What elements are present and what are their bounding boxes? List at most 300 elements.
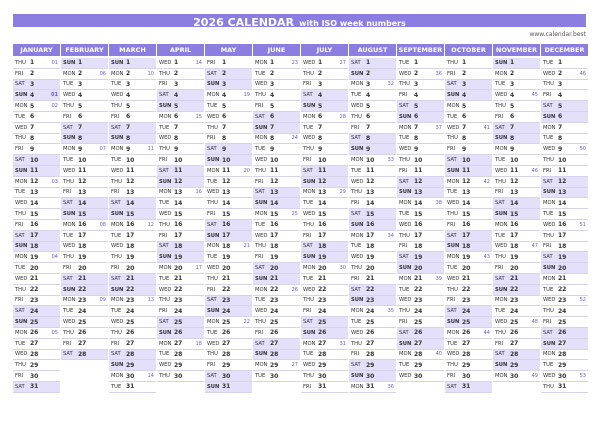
day-number: 3	[462, 80, 467, 88]
day-cell	[301, 274, 348, 285]
day-cell	[61, 231, 108, 242]
day-cell	[157, 274, 204, 285]
day-number: 7	[366, 124, 371, 132]
day-cell	[541, 112, 588, 123]
day-cell	[109, 112, 156, 123]
day-cell	[13, 80, 60, 91]
day-cell	[445, 382, 492, 393]
day-number: 27	[318, 340, 327, 348]
day-number: 3	[270, 80, 275, 88]
day-number: 10	[414, 156, 423, 164]
day-number: 3	[174, 80, 179, 88]
weekday-label: THU	[447, 135, 458, 142]
day-number: 23	[270, 296, 279, 304]
day-number: 22	[558, 286, 567, 294]
weekday-label: SAT	[543, 254, 553, 261]
day-number: 5	[510, 102, 515, 110]
weekday-label: SAT	[255, 113, 265, 120]
weekday-label: TUE	[111, 232, 122, 239]
weekday-label: FRI	[447, 146, 456, 153]
day-cell	[445, 220, 492, 231]
day-cell	[301, 112, 348, 123]
day-cell	[541, 274, 588, 285]
weekday-label: SUN	[399, 113, 412, 120]
day-cell	[301, 144, 348, 155]
day-cell	[109, 371, 156, 382]
day-cell	[13, 155, 60, 166]
weekday-label: WED	[399, 221, 412, 228]
day-number: 14	[462, 199, 471, 207]
day-number: 19	[270, 253, 279, 261]
day-cell	[13, 263, 60, 274]
day-number: 8	[366, 134, 371, 142]
weekday-label: TUE	[111, 81, 122, 88]
day-cell	[205, 263, 252, 274]
week-number: 46	[579, 70, 586, 77]
day-number: 24	[318, 307, 327, 315]
weekday-label: TUE	[303, 351, 314, 358]
weekday-label: MON	[255, 135, 268, 142]
day-number: 16	[414, 221, 423, 229]
day-number: 26	[174, 329, 183, 337]
day-cell	[541, 220, 588, 231]
day-cell	[445, 69, 492, 80]
month-column-november	[493, 44, 540, 406]
day-cell	[397, 177, 444, 188]
weekday-label: WED	[207, 265, 220, 272]
day-cell	[205, 90, 252, 101]
day-cell	[157, 209, 204, 220]
day-cell	[13, 134, 60, 145]
day-number: 1	[30, 59, 35, 67]
day-number: 13	[366, 188, 375, 196]
day-number: 20	[414, 264, 423, 272]
day-cell	[541, 350, 588, 361]
day-number: 10	[510, 156, 519, 164]
weekday-label: THU	[303, 373, 314, 379]
day-cell	[493, 350, 540, 361]
day-number: 7	[30, 124, 35, 132]
weekday-label: TUE	[399, 135, 410, 142]
week-number: 42	[483, 178, 490, 185]
weekday-label: FRI	[447, 70, 456, 77]
weekday-label: SAT	[255, 340, 265, 347]
day-cell	[13, 220, 60, 231]
weekday-label: FRI	[399, 319, 408, 326]
day-number: 7	[222, 124, 227, 132]
day-number: 2	[270, 70, 275, 78]
day-cell	[541, 328, 588, 339]
day-number: 12	[270, 178, 279, 186]
month-header: AUGUST	[349, 44, 396, 56]
weekday-label: THU	[543, 157, 554, 164]
weekday-label: THU	[447, 362, 458, 369]
day-cell	[541, 339, 588, 350]
day-number: 12	[510, 178, 519, 186]
day-cell	[541, 177, 588, 188]
day-number: 4	[270, 91, 275, 99]
site-url[interactable]: www.calendar.best	[529, 31, 586, 38]
week-number: 08	[99, 221, 106, 228]
day-cell	[493, 371, 540, 382]
weekday-label: THU	[15, 362, 26, 369]
weekday-label: FRI	[495, 340, 504, 347]
weekday-label: WED	[159, 286, 172, 293]
day-cell	[253, 317, 300, 328]
day-cell	[493, 306, 540, 317]
weekday-label: SUN	[15, 243, 28, 250]
weekday-label: SUN	[303, 103, 316, 110]
day-cell	[13, 69, 60, 80]
weekday-label: WED	[303, 135, 316, 142]
calendar-title: 2026 CALENDAR	[193, 16, 295, 29]
day-number: 6	[30, 113, 35, 121]
weekday-label: TUE	[15, 265, 26, 272]
day-number: 7	[462, 124, 467, 132]
day-cell	[349, 339, 396, 350]
weekday-label: SAT	[447, 81, 457, 88]
day-cell	[301, 209, 348, 220]
weekday-label: SAT	[111, 275, 121, 282]
weekday-label: SUN	[447, 92, 460, 99]
day-cell	[205, 69, 252, 80]
week-number: 27	[339, 59, 346, 66]
weekday-label: THU	[111, 329, 122, 336]
day-number: 24	[414, 307, 423, 315]
day-cell	[205, 328, 252, 339]
day-cell	[109, 263, 156, 274]
day-cell	[157, 123, 204, 134]
day-number: 3	[222, 80, 227, 88]
month-column-january	[13, 44, 60, 406]
week-number: 02	[51, 103, 58, 110]
day-number: 26	[270, 329, 279, 337]
day-number: 3	[366, 80, 371, 88]
day-cell	[253, 80, 300, 91]
day-number: 14	[414, 199, 423, 207]
day-number: 5	[558, 102, 563, 110]
week-number: 10	[147, 70, 154, 77]
weekday-label: FRI	[63, 265, 72, 272]
weekday-label: SUN	[63, 211, 76, 218]
day-cell	[301, 306, 348, 317]
day-cell	[61, 252, 108, 263]
week-number: 07	[99, 146, 106, 153]
weekday-label: WED	[255, 308, 268, 315]
weekday-label: THU	[63, 254, 74, 261]
weekday-label: TUE	[351, 92, 362, 99]
week-number: 27	[291, 362, 298, 369]
weekday-label: THU	[447, 286, 458, 293]
weekday-label: SUN	[447, 319, 460, 326]
weekday-label: TUE	[399, 59, 410, 66]
day-cell	[397, 101, 444, 112]
weekday-label: WED	[351, 254, 364, 261]
day-cell	[349, 317, 396, 328]
month-header: FEBRUARY	[61, 44, 108, 56]
day-cell	[205, 144, 252, 155]
month-column-october	[445, 44, 492, 406]
day-cell	[61, 123, 108, 134]
day-number: 5	[414, 102, 419, 110]
month-header: DECEMBER	[541, 44, 588, 56]
day-cell	[493, 177, 540, 188]
weekday-label: MON	[159, 265, 172, 272]
day-cell	[541, 123, 588, 134]
day-number: 19	[462, 253, 471, 261]
day-number: 28	[222, 350, 231, 358]
weekday-label: FRI	[111, 189, 120, 196]
weekday-label: MON	[15, 103, 28, 110]
day-number: 17	[462, 232, 471, 240]
day-cell	[445, 317, 492, 328]
day-number: 23	[558, 296, 567, 304]
day-cell	[445, 274, 492, 285]
day-cell	[157, 252, 204, 263]
day-number: 20	[78, 264, 87, 272]
day-number: 17	[30, 232, 39, 240]
day-number: 4	[366, 91, 371, 99]
weekday-label: SAT	[303, 167, 313, 174]
day-number: 31	[558, 383, 567, 391]
day-number: 20	[30, 264, 39, 272]
weekday-label: TUE	[255, 221, 266, 228]
day-number: 8	[462, 134, 467, 142]
day-number: 17	[174, 232, 183, 240]
day-cell	[493, 166, 540, 177]
day-number: 2	[510, 70, 515, 78]
weekday-label: THU	[159, 221, 170, 228]
week-number: 41	[483, 124, 490, 131]
day-number: 30	[222, 372, 231, 380]
weekday-label: MON	[63, 70, 76, 77]
day-cell	[541, 80, 588, 91]
day-number: 7	[270, 124, 275, 132]
day-number: 12	[558, 178, 567, 186]
day-number: 12	[30, 178, 39, 186]
day-number: 28	[30, 350, 39, 358]
day-number: 31	[318, 383, 327, 391]
day-number: 15	[78, 210, 87, 218]
day-number: 11	[510, 167, 519, 175]
weekday-label: THU	[303, 221, 314, 228]
day-cell	[493, 209, 540, 220]
day-number: 18	[126, 242, 135, 250]
day-number: 30	[462, 372, 471, 380]
day-cell	[301, 242, 348, 253]
day-number: 16	[174, 221, 183, 229]
day-number: 4	[78, 91, 83, 99]
day-cell	[301, 296, 348, 307]
day-number: 18	[366, 242, 375, 250]
day-cell	[349, 188, 396, 199]
weekday-label: MON	[255, 286, 268, 293]
day-number: 11	[318, 167, 327, 175]
weekday-label: TUE	[495, 81, 506, 88]
day-cell	[61, 242, 108, 253]
weekday-label: SUN	[159, 103, 172, 110]
day-cell	[301, 231, 348, 242]
day-cell	[301, 198, 348, 209]
day-number: 14	[30, 199, 39, 207]
day-number: 26	[30, 329, 39, 337]
day-cell	[541, 317, 588, 328]
weekday-label: TUE	[255, 297, 266, 304]
day-cell	[445, 296, 492, 307]
day-number: 31	[462, 383, 471, 391]
day-number: 30	[318, 372, 327, 380]
weekday-label: FRI	[447, 373, 456, 379]
day-number: 17	[414, 232, 423, 240]
day-cell	[397, 209, 444, 220]
day-number: 7	[414, 124, 419, 132]
day-number: 11	[366, 167, 375, 175]
day-cell	[493, 296, 540, 307]
day-cell	[253, 188, 300, 199]
day-cell	[445, 155, 492, 166]
day-number: 16	[30, 221, 39, 229]
month-column-july	[301, 44, 348, 406]
day-number: 5	[270, 102, 275, 110]
day-number: 18	[30, 242, 39, 250]
day-number: 22	[30, 286, 39, 294]
day-cell	[205, 198, 252, 209]
day-cell	[157, 350, 204, 361]
day-cell	[301, 155, 348, 166]
day-number: 26	[510, 329, 519, 337]
day-number: 8	[270, 134, 275, 142]
weekday-label: THU	[399, 157, 410, 164]
weekday-label: SUN	[255, 275, 268, 282]
weekday-label: FRI	[303, 81, 312, 88]
weekday-label: WED	[159, 59, 172, 66]
week-number: 39	[435, 275, 442, 282]
weekday-label: SUN	[111, 286, 124, 293]
day-number: 11	[222, 167, 231, 175]
day-number: 29	[510, 361, 519, 369]
day-number: 11	[462, 167, 471, 175]
day-number: 18	[270, 242, 279, 250]
day-cell	[493, 285, 540, 296]
day-cell	[13, 188, 60, 199]
day-cell	[541, 134, 588, 145]
month-header: JUNE	[253, 44, 300, 56]
day-number: 26	[126, 329, 135, 337]
day-cell	[157, 231, 204, 242]
day-number: 6	[78, 113, 83, 121]
day-number: 2	[414, 70, 419, 78]
weekday-label: WED	[447, 200, 460, 207]
weekday-label: THU	[495, 178, 506, 185]
weekday-label: WED	[543, 70, 556, 77]
day-number: 18	[222, 242, 231, 250]
day-cell	[61, 134, 108, 145]
week-number: 32	[387, 81, 394, 88]
day-number: 21	[78, 275, 87, 283]
weekday-label: TUE	[255, 70, 266, 77]
weekday-label: FRI	[159, 157, 168, 164]
weekday-label: WED	[63, 92, 76, 99]
weekday-label: MON	[207, 243, 220, 250]
day-cell	[205, 188, 252, 199]
weekday-label: TUE	[543, 135, 554, 142]
weekday-label: THU	[495, 103, 506, 110]
weekday-label: MON	[159, 113, 172, 120]
weekday-label: MON	[399, 200, 412, 207]
weekday-label: SAT	[159, 319, 169, 326]
weekday-label: FRI	[543, 167, 552, 174]
day-number: 3	[558, 80, 563, 88]
day-number: 23	[366, 296, 375, 304]
day-cell	[541, 231, 588, 242]
day-number: 29	[462, 361, 471, 369]
day-number: 17	[510, 232, 519, 240]
day-number: 23	[126, 296, 135, 304]
day-cell	[253, 101, 300, 112]
weekday-label: WED	[399, 146, 412, 153]
day-number: 7	[558, 124, 563, 132]
day-cell	[397, 263, 444, 274]
weekday-label: MON	[111, 221, 124, 228]
day-number: 27	[126, 340, 135, 348]
day-cell	[445, 134, 492, 145]
day-cell	[541, 144, 588, 155]
day-number: 6	[414, 113, 419, 121]
week-number: 29	[339, 189, 346, 196]
day-number: 9	[414, 145, 419, 153]
weekday-label: FRI	[303, 232, 312, 239]
weekday-label: SAT	[15, 157, 25, 164]
weekday-label: THU	[111, 254, 122, 261]
day-cell	[493, 274, 540, 285]
day-cell	[397, 339, 444, 350]
weekday-label: TUE	[351, 319, 362, 326]
weekday-label: WED	[399, 70, 412, 77]
weekday-label: SAT	[399, 254, 409, 261]
day-cell	[61, 101, 108, 112]
day-number: 13	[414, 188, 423, 196]
day-number: 12	[78, 178, 87, 186]
weekday-label: SAT	[399, 178, 409, 185]
weekday-label: SAT	[15, 232, 25, 239]
day-cell	[109, 252, 156, 263]
weekday-label: SUN	[207, 383, 220, 390]
day-number: 16	[318, 221, 327, 229]
weekday-label: SAT	[111, 200, 121, 207]
day-number: 9	[366, 145, 371, 153]
day-number: 6	[462, 113, 467, 121]
day-cell	[253, 58, 300, 69]
month-header: JANUARY	[13, 44, 60, 56]
weekday-label: MON	[351, 383, 364, 390]
weekday-label: WED	[15, 200, 28, 207]
day-cell	[61, 166, 108, 177]
day-cell	[493, 252, 540, 263]
day-cell	[157, 339, 204, 350]
day-cell	[493, 188, 540, 199]
day-number: 21	[510, 275, 519, 283]
weekday-label: THU	[447, 59, 458, 66]
weekday-label: FRI	[207, 286, 216, 293]
day-number: 9	[510, 145, 515, 153]
day-number: 15	[414, 210, 423, 218]
weekday-label: FRI	[255, 329, 264, 336]
week-number: 37	[435, 124, 442, 131]
day-cell	[493, 242, 540, 253]
day-cell	[157, 285, 204, 296]
week-number: 52	[579, 297, 586, 304]
day-cell	[157, 371, 204, 382]
